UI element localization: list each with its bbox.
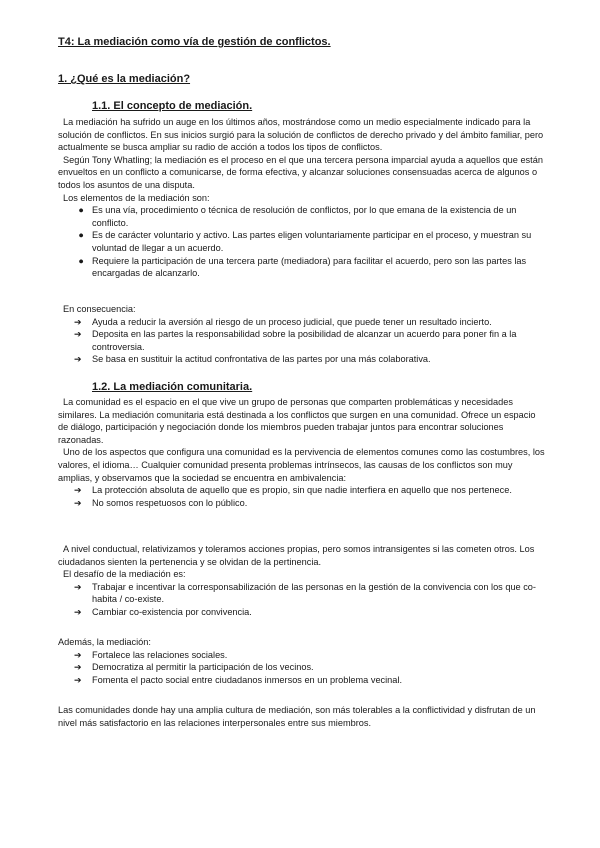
list-item: ➔ Cambiar co-existencia por convivencia. — [74, 606, 252, 617]
bullet-icon: ● — [78, 205, 84, 216]
paragraph: Uno de los aspectos que configura una comunidad es la pervivencia de elementos comunes como las costumbres, los valores, el idioma… Cualquier comunidad presenta problemas intrínsecos, las causas de los conflictos son muy amplias, y observamos que la sociedad se encuentra en ambivalencia: — [58, 447, 545, 483]
list-item: ➔ Fortalece las relaciones sociales. — [74, 649, 228, 660]
list-item: ● Es de carácter voluntario y activo. Las partes eligen voluntariamente participar en el proceso, y muestran su voluntad de llegar a un acuerdo. — [58, 229, 548, 254]
arrow-icon: ➔ — [74, 606, 82, 617]
arrow-icon: ➔ — [74, 329, 82, 340]
arrow-icon: ➔ — [74, 662, 82, 673]
paragraph: Las comunidades donde hay una amplia cultura de mediación, son más tolerables a la conflictividad y disfrutan de un nivel más satisfactorio en las relaciones interpersonales entre sus miembros. — [58, 705, 536, 728]
also-list — [58, 649, 548, 687]
closing-block — [58, 704, 548, 729]
list-item: ● Es una vía, procedimiento o técnica de resolución de conflictos, por lo que emana de la existencia de un conflicto. — [58, 204, 548, 229]
subsection-heading-1-2: 1.2. La mediación comunitaria. — [92, 381, 253, 393]
arrow-icon: ➔ — [74, 649, 82, 660]
paragraph: La comunidad es el espacio en el que vive un grupo de personas que comparten problemáticas y necesidades similares. La mediación comunitaria está destinada a los conflictos que surgen en una comunidad. Ofrece un espacio de diálogo, participación y negociación donde los miembros pueden trabajar juntos para encontrar soluciones razonadas. — [58, 397, 536, 445]
bullet-icon: ● — [78, 230, 84, 241]
list-item: ➔ No somos respetuosos con lo público. — [74, 497, 248, 508]
challenges-list — [58, 581, 548, 619]
list-intro: El desafío de la mediación es: — [63, 569, 186, 580]
arrow-icon: ➔ — [74, 497, 82, 508]
list-item: ➔ Ayuda a reducir la aversión al riesgo de un proceso judicial, que puede tener un resultado incierto. — [74, 316, 492, 327]
list-item: ➔ Trabajar e incentivar la corresponsabilización de las personas en la gestión de la convivencia con los que co-habita / co-existe. — [74, 581, 536, 605]
list-intro: Además, la mediación: — [58, 637, 151, 647]
paragraph: Según Tony Whatling; la mediación es el proceso en el que una tercera persona imparcial ayuda a aquellos que están envueltos en un conflicto a comunicarse, de forma efectiva, y alcanzar soluciones consensuadas acerca de algunos o todos los asuntos de una disputa. — [58, 154, 543, 190]
list-item: ➔ Democratiza al permitir la participación de los vecinos. — [74, 662, 314, 673]
list-item: ➔ La protección absoluta de aquello que es propio, sin que nadie interfiera en aquello que nos pertenece. — [74, 485, 512, 496]
consequences-block — [58, 303, 548, 366]
consequences-list — [58, 316, 548, 366]
bullet-icon: ● — [78, 255, 84, 266]
arrow-icon: ➔ — [74, 485, 82, 496]
section-1-2-body — [58, 396, 548, 509]
elements-list — [58, 204, 548, 280]
arrow-icon: ➔ — [74, 316, 82, 327]
paragraph: La mediación ha sufrido un auge en los últimos años, mostrándose como un medio especialmente indicado para la solución de conflictos. En sus inicios surgió para la solución de conflictos de derecho privado y del ámbito familiar, pero actualmente se busca ampliar su radio de acción a todos los tipos de conflictos. — [58, 117, 544, 153]
conduct-block — [58, 543, 548, 619]
also-block — [58, 636, 548, 686]
arrow-icon: ➔ — [74, 354, 82, 365]
list-item: ➔ Deposita en las partes la responsabilidad sobre la posibilidad de alcanzar un acuerdo para poner fin a la controversia. — [74, 329, 517, 352]
arrow-icon: ➔ — [74, 581, 82, 592]
list-intro: Los elementos de la mediación son: — [63, 192, 210, 203]
subsection-heading-1-1: 1.1. El concepto de mediación. — [92, 100, 253, 112]
arrow-icon: ➔ — [74, 674, 82, 685]
list-item: ➔ Fomenta el pacto social entre ciudadanos inmersos en un problema vecinal. — [74, 674, 402, 685]
section-1-1-body — [58, 116, 548, 280]
paragraph: A nivel conductual, relativizamos y toleramos acciones propias, pero somos intransigentes si las cometen otros. Los ciudadanos sienten la pertenencia y se olvidan de la pertinencia. — [58, 544, 535, 567]
list-item: ● Requiere la participación de una tercera parte (mediadora) para facilitar el acuerdo, pero son las partes las encargadas de alcanzarlo. — [58, 255, 548, 280]
list-intro: En consecuencia: — [63, 304, 136, 314]
ambivalence-list — [58, 484, 548, 509]
document-title: T4: La mediación como vía de gestión de conflictos. — [58, 36, 331, 48]
section-heading-1: 1. ¿Qué es la mediación? — [58, 73, 191, 85]
list-item: ➔ Se basa en sustituir la actitud confrontativa de las partes por una más colaborativa. — [74, 354, 431, 365]
